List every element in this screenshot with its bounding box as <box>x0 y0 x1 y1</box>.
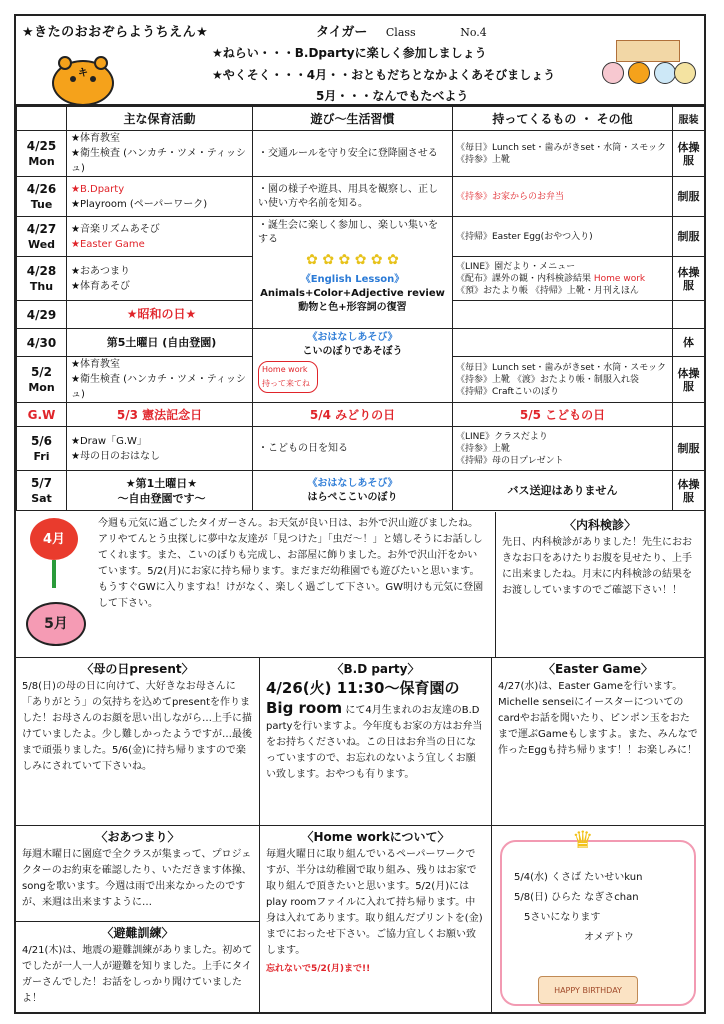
table-row: 4/25 Mon ★体育教室 ★衛生検査 (ハンカチ・ツメ・ティッシュ) ・交通ルールを守り安全に登降園させる 《毎日》Lunch set・歯みがきset・水筒・スモック 《持参》上靴 体操服 <box>17 131 705 177</box>
table-row: 4/29 ★昭和の日★ <box>17 301 705 329</box>
table-row: 4/28 Thu ★おあつまり ★体育あそび 《LINE》園だより・メニュー 《配布》課外の観・内科検診結果 Home work 《預》おたより帳 《持帰》上靴・月刊えほん 体操服 <box>17 257 705 301</box>
col-activity: 主な保育活動 <box>67 107 253 131</box>
birthday-cake-icon: HAPPY BIRTHDAY <box>538 976 638 1004</box>
school-name: ★きたのおおぞらようちえん★ <box>22 25 209 40</box>
play-story: 《おはなしあそび》 こいのぼりであそぼう Home work 持って来てね <box>253 329 453 403</box>
col-bring: 持ってくるもの ・ その他 <box>453 107 673 131</box>
table-row: 4/27 Wed ★音楽リズムあそび ★Easter Game ・誕生会に楽しく参加し、楽しい集いをする ✿ ✿ ✿ ✿ ✿ ✿ 《English Lesson》 Animals+Color+Adjective review 動物と色+形容詞の復習 《持帰》Easter Egg(おやつ入り) 制服 <box>17 217 705 257</box>
table-row: 4/26 Tue ★B.Dparty ★Playroom (ペーパーワーク) ・園の様子や遊具、用具を観察し、正しい使い方や名前を知る。 《持参》お家からのお弁当 制服 <box>17 177 705 217</box>
col-play: 遊び～生活習慣 <box>253 107 453 131</box>
weekly-report-text: 今週も元気に過ごしたタイガーさん。お天気が良い日は、お外で沢山遊びましたね。アリやてんとう虫探しに夢中な友達が「見つけた」「虫だ～！」と嬉しそうにお話ししてくれます。また、こいのぼりも完成し、お部屋に飾りました。お外で沢山汗をかいています。5/2(月)にお家に持ち帰ります。まだまだ幼稚園でも遊びたいと思います。もうすぐGWに入りますね！けがなく、楽しく過ごして下さい。GW明けも元気に登園して下さい。 <box>98 518 484 609</box>
newsletter-page <box>14 14 706 1014</box>
col-date <box>17 107 67 131</box>
tulip-icon <box>24 518 84 592</box>
table-row: 5/7 Sat ★第1土曜日★ ～自由登園です～ 《おはなしあそび》 はらぺここいのぼり バス送迎はありません 体操服 <box>17 471 705 511</box>
class-title <box>316 21 487 40</box>
table-row: 5/6 Fri ★Draw「G.W」 ★母の日のおはなし ・こどもの日を知る 《LINE》クラスだより 《持参》上靴 《持帰》母の日プレゼント 制服 <box>17 427 705 471</box>
golden-week-row: G.W 5/3 憲法記念日 5/4 みどりの日 5/5 こどもの日 <box>17 403 705 427</box>
crown-icon: ♛ <box>572 826 594 854</box>
play-rules: ・交通ルールを守り安全に登降園させる <box>253 131 453 177</box>
goal-aim: ★ねらい・・・B.Dpartyに楽しく参加しましょう <box>212 46 487 60</box>
col-uniform: 服装 <box>673 107 705 131</box>
kindergarten-animals-illustration <box>602 40 698 96</box>
class-en: Class <box>385 26 416 39</box>
table-row: 4/30 第5土曜日 (自由登園) 《おはなしあそび》 こいのぼりであそぼう Home work 持って来てね 体 <box>17 329 705 357</box>
month-april: 4月 <box>42 532 66 547</box>
birthday-party-note: 〈B.D party〉 4/26(火) 11:30～保育園の Big room にて4月生まれのお友達のB.D partyを行いますよ。今年度もお家の方はお弁当をお持ちくださいね。この日はお弁当の日になっていますので、お忘れのないよう宜しくお願い致します。おやつも有ります。 <box>260 658 492 826</box>
tiger-mark: キ <box>78 68 88 79</box>
play-block: ・誕生会に楽しく参加し、楽しい集いをする ✿ ✿ ✿ ✿ ✿ ✿ 《English Lesson》 Animals+Color+Adjective review 動物と色+形容詞の復習 <box>253 217 453 329</box>
issue-number: No.4 <box>460 26 487 39</box>
header <box>16 16 704 106</box>
birthday-celebration: ♛ 5/4(水) くさば たいせいkun 5/8(日) ひらた なぎさchan 5さいになります オメデトウ HAPPY BIRTHDAY <box>492 826 704 1014</box>
easter-game-note: 〈Easter Game〉 4/27(水)は、Easter Gameを行います。Michelle senseiにイースターについてのcardやお話を聞いたり、ピンポン玉をおたまで運ぶGameもしますよ。また、みんなで作ったEggも持ち帰ります！！お楽しみに！ <box>492 658 704 826</box>
play-equipment: ・園の様子や遊具、用具を観察し、正しい使い方や名前を知る。 <box>253 177 453 217</box>
homework-note: 〈Home workについて〉 毎週火曜日に取り組んでいるペーパーワークですが、半分は幼稚園で取り組み、残りはお家で取り組んで頂きたいと思います。5/2(月)にはplay roomファイルに入れて持ち帰ります。中身は入れてあります。取り組んだプリントを(金)までにおったせ下さい。ご協力宜しくお願い致します。 忘れないで5/2(月)まで!! <box>260 826 492 1014</box>
weekly-schedule-table <box>16 106 705 511</box>
homework-bubble: Home work 持って来てね <box>258 361 318 393</box>
gathering-note: 〈おあつまり〉 毎週木曜日に園庭で全クラスが集まって、プロジェクターのお約束を確認したり、いただきます体操、songを歌います。今週は雨で出来なかったのですが、来週は出来ますように… <box>16 826 260 922</box>
weekly-report <box>16 512 496 658</box>
month-may: 5月 <box>26 602 86 646</box>
tiger-face-icon <box>52 60 114 106</box>
table-row: 5/2 Mon ★体育教室 ★衛生検査 (ハンカチ・ツメ・ティッシュ) 《毎日》Lunch set・歯みがきset・水筒・スモック 《持参》上靴 《渡》おたより帳・制服入れ袋 《持帰》Craftこいのぼり 体操服 <box>17 357 705 403</box>
class-name: タイガー <box>316 25 368 40</box>
goal-promise: ★やくそく・・・4月・・おともだちとなかよくあそびましょう <box>212 68 556 82</box>
evacuation-drill-note: 〈避難訓練〉 4/21(木)は、地震の避難訓練がありました。初めてでしたが一人一人が避難を知りました。上手にタイガーさんでした！お話をしっかり聞けていましたよ！ <box>16 922 260 1014</box>
goal-may: 5月・・・なんでもたべよう <box>316 89 469 103</box>
notes-section <box>16 512 704 1014</box>
medical-checkup-note: 〈内科検診〉 先日、内科検診がありました！先生におおきなお口をあけたりお腹を見せたり、上手に出来ましたね。月末に内科検診の結果をお渡ししていますのでご確認下さい！！ <box>496 512 704 658</box>
mothers-day-note: 〈母の日present〉 5/8(日)の母の日に向けて、大好きなお母さんに「ありがとう」の気持ちを込めてpresentを作りました！お母さんのお顔を思い出しながら…上手に描けていましたよ。少し難しかったようですが…最後まで頑張りました。5/6(金)に持ち帰りますので楽しみにされていて下さいね。 <box>16 658 260 826</box>
